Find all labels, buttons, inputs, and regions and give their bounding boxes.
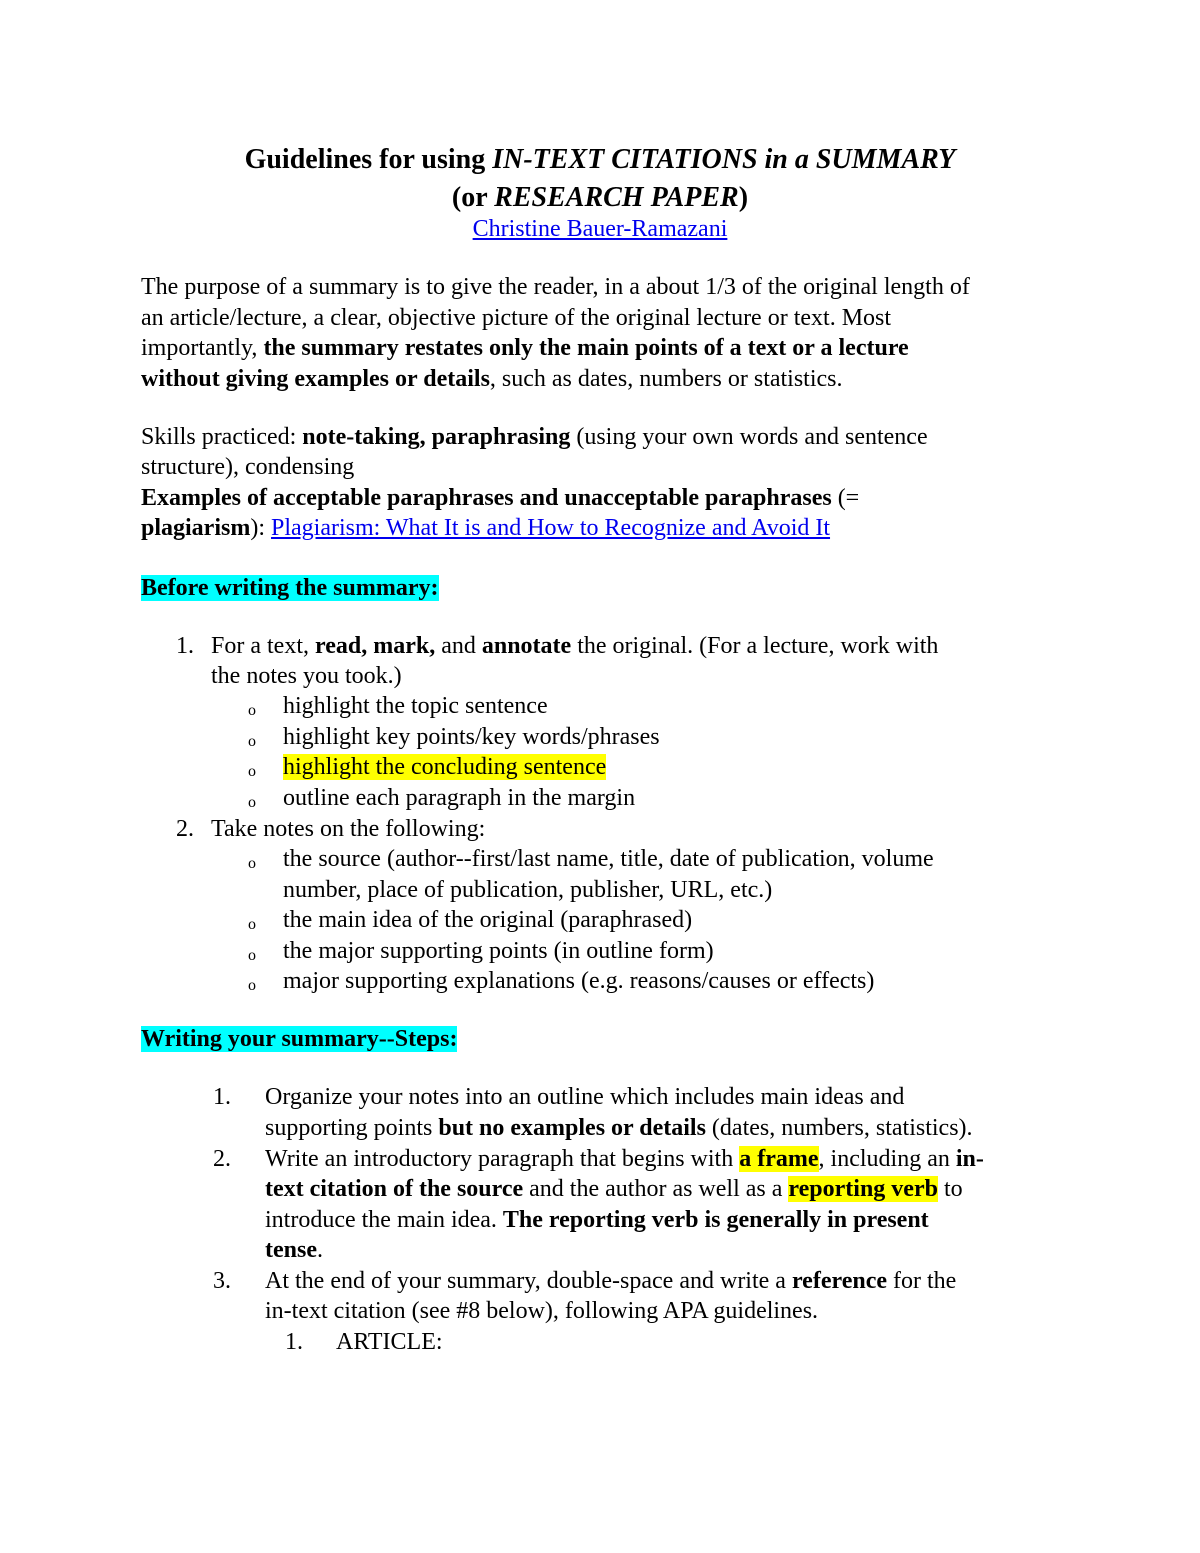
bullet-icon: o	[248, 855, 256, 872]
sub-item: major supporting explanations (e.g. reasons/causes or effects)	[283, 968, 875, 994]
step-2-line-3	[265, 1205, 929, 1236]
skills-bold: plagiarism	[141, 515, 251, 541]
sub-item: the source (author--first/last name, title, date of publication, volume	[283, 846, 934, 872]
intro-bold: without giving examples or details	[141, 366, 490, 392]
intro-text: , such as dates, numbers or statistics.	[489, 366, 843, 392]
skills-bold: Examples of acceptable paraphrases and unacceptable paraphrases	[141, 485, 832, 511]
title-italic: IN-TEXT CITATIONS in a SUMMARY	[492, 144, 956, 175]
step-text: supporting points	[265, 1115, 439, 1141]
step-2-line-2	[265, 1174, 963, 1205]
sub-step-number: 1.	[285, 1329, 303, 1355]
step-3-line-2: in-text citation (see #8 below), following APA guidelines.	[265, 1298, 819, 1324]
list-item-1-cont: the notes you took.)	[211, 663, 402, 689]
title-text: Guidelines for using	[244, 144, 493, 175]
intro-line-3	[141, 333, 909, 364]
step-number: 2.	[213, 1146, 231, 1172]
skills-text: (using your own words and sentence	[570, 424, 928, 450]
bullet-icon: o	[248, 947, 256, 964]
step-highlight: a frame	[739, 1146, 819, 1172]
step-text: At the end of your summary, double-space and write a	[265, 1268, 792, 1294]
step-bold: tense	[265, 1237, 317, 1263]
step-1-line-2	[265, 1113, 973, 1144]
sub-item-cont: number, place of publication, publisher, URL, etc.)	[283, 877, 773, 903]
page-subtitle	[0, 181, 1200, 215]
item-text: and	[435, 633, 482, 659]
bullet-icon: o	[248, 702, 256, 719]
page-title	[0, 143, 1200, 177]
item-bold: read, mark,	[314, 633, 436, 659]
step-2-line-4	[265, 1235, 323, 1266]
skills-line-2: structure), condensing	[141, 454, 355, 480]
step-text: (dates, numbers, statistics).	[705, 1115, 973, 1141]
author-line	[0, 214, 1200, 245]
step-1-line-1: Organize your notes into an outline which includes main ideas and	[265, 1084, 905, 1110]
step-text: .	[316, 1237, 323, 1263]
bullet-icon: o	[248, 794, 256, 811]
before-heading	[141, 573, 439, 604]
writing-heading-text: Writing your summary--Steps:	[141, 1026, 458, 1052]
subtitle-italic: RESEARCH PAPER	[494, 182, 739, 213]
skills-text: Skills practiced:	[141, 424, 303, 450]
intro-text: importantly,	[141, 335, 264, 361]
step-number: 3.	[213, 1268, 231, 1294]
list-number: 1.	[176, 633, 194, 659]
sub-step-article: ARTICLE:	[336, 1329, 443, 1355]
sub-item: outline each paragraph in the margin	[283, 785, 636, 811]
skills-bold: note-taking, paraphrasing	[302, 424, 571, 450]
skills-text: (=	[831, 485, 860, 511]
before-heading-text: Before writing the summary:	[141, 575, 439, 601]
item-text: For a text,	[211, 633, 315, 659]
subtitle-open: (or	[451, 182, 495, 213]
list-number: 2.	[176, 816, 194, 842]
skills-line-3	[141, 483, 859, 514]
skills-line-4	[141, 513, 830, 544]
intro-line-4	[141, 364, 843, 395]
step-text: and the author as well as a	[523, 1176, 789, 1202]
step-bold: in-	[955, 1146, 984, 1172]
sub-item: highlight key points/key words/phrases	[283, 724, 660, 750]
plagiarism-link[interactable]: Plagiarism: What It is and How to Recognize and Avoid It	[271, 515, 831, 541]
step-bold: The reporting verb is generally in present	[502, 1207, 929, 1233]
skills-line-1	[141, 422, 928, 453]
list-item-1	[211, 631, 938, 662]
step-bold: reference	[791, 1268, 887, 1294]
bullet-icon: o	[248, 916, 256, 933]
bullet-icon: o	[248, 733, 256, 750]
step-text: Write an introductory paragraph that begins with	[265, 1146, 740, 1172]
step-bold: but no examples or details	[438, 1115, 706, 1141]
intro-line-1: The purpose of a summary is to give the reader, in a about 1/3 of the original length of	[141, 274, 970, 300]
step-number: 1.	[213, 1084, 231, 1110]
step-text: introduce the main idea.	[265, 1207, 503, 1233]
bullet-icon: o	[248, 977, 256, 994]
step-text: for the	[887, 1268, 957, 1294]
sub-item-highlighted	[283, 752, 606, 783]
skills-text: ):	[250, 515, 272, 541]
step-highlight: reporting verb	[788, 1176, 938, 1202]
highlighted-text: highlight the concluding sentence	[283, 754, 607, 780]
step-text: , including an	[818, 1146, 956, 1172]
sub-item: the main idea of the original (paraphrased)	[283, 907, 693, 933]
sub-item: highlight the topic sentence	[283, 693, 548, 719]
author-link[interactable]: Christine Bauer-Ramazani	[472, 216, 728, 242]
item-bold: annotate	[481, 633, 572, 659]
intro-bold: the summary restates only the main points of a text or a lecture	[263, 335, 909, 361]
list-item-2: Take notes on the following:	[211, 816, 486, 842]
step-bold: text citation of the source	[265, 1176, 524, 1202]
step-2-line-1	[265, 1144, 984, 1175]
intro-line-2: an article/lecture, a clear, objective picture of the original lecture or text. Most	[141, 305, 892, 331]
step-3-line-1	[265, 1266, 956, 1297]
step-text: to	[937, 1176, 963, 1202]
item-text: the original. (For a lecture, work with	[571, 633, 939, 659]
subtitle-close: )	[738, 182, 749, 213]
sub-item: the major supporting points (in outline form)	[283, 938, 714, 964]
writing-heading	[141, 1024, 457, 1055]
bullet-icon: o	[248, 763, 256, 780]
